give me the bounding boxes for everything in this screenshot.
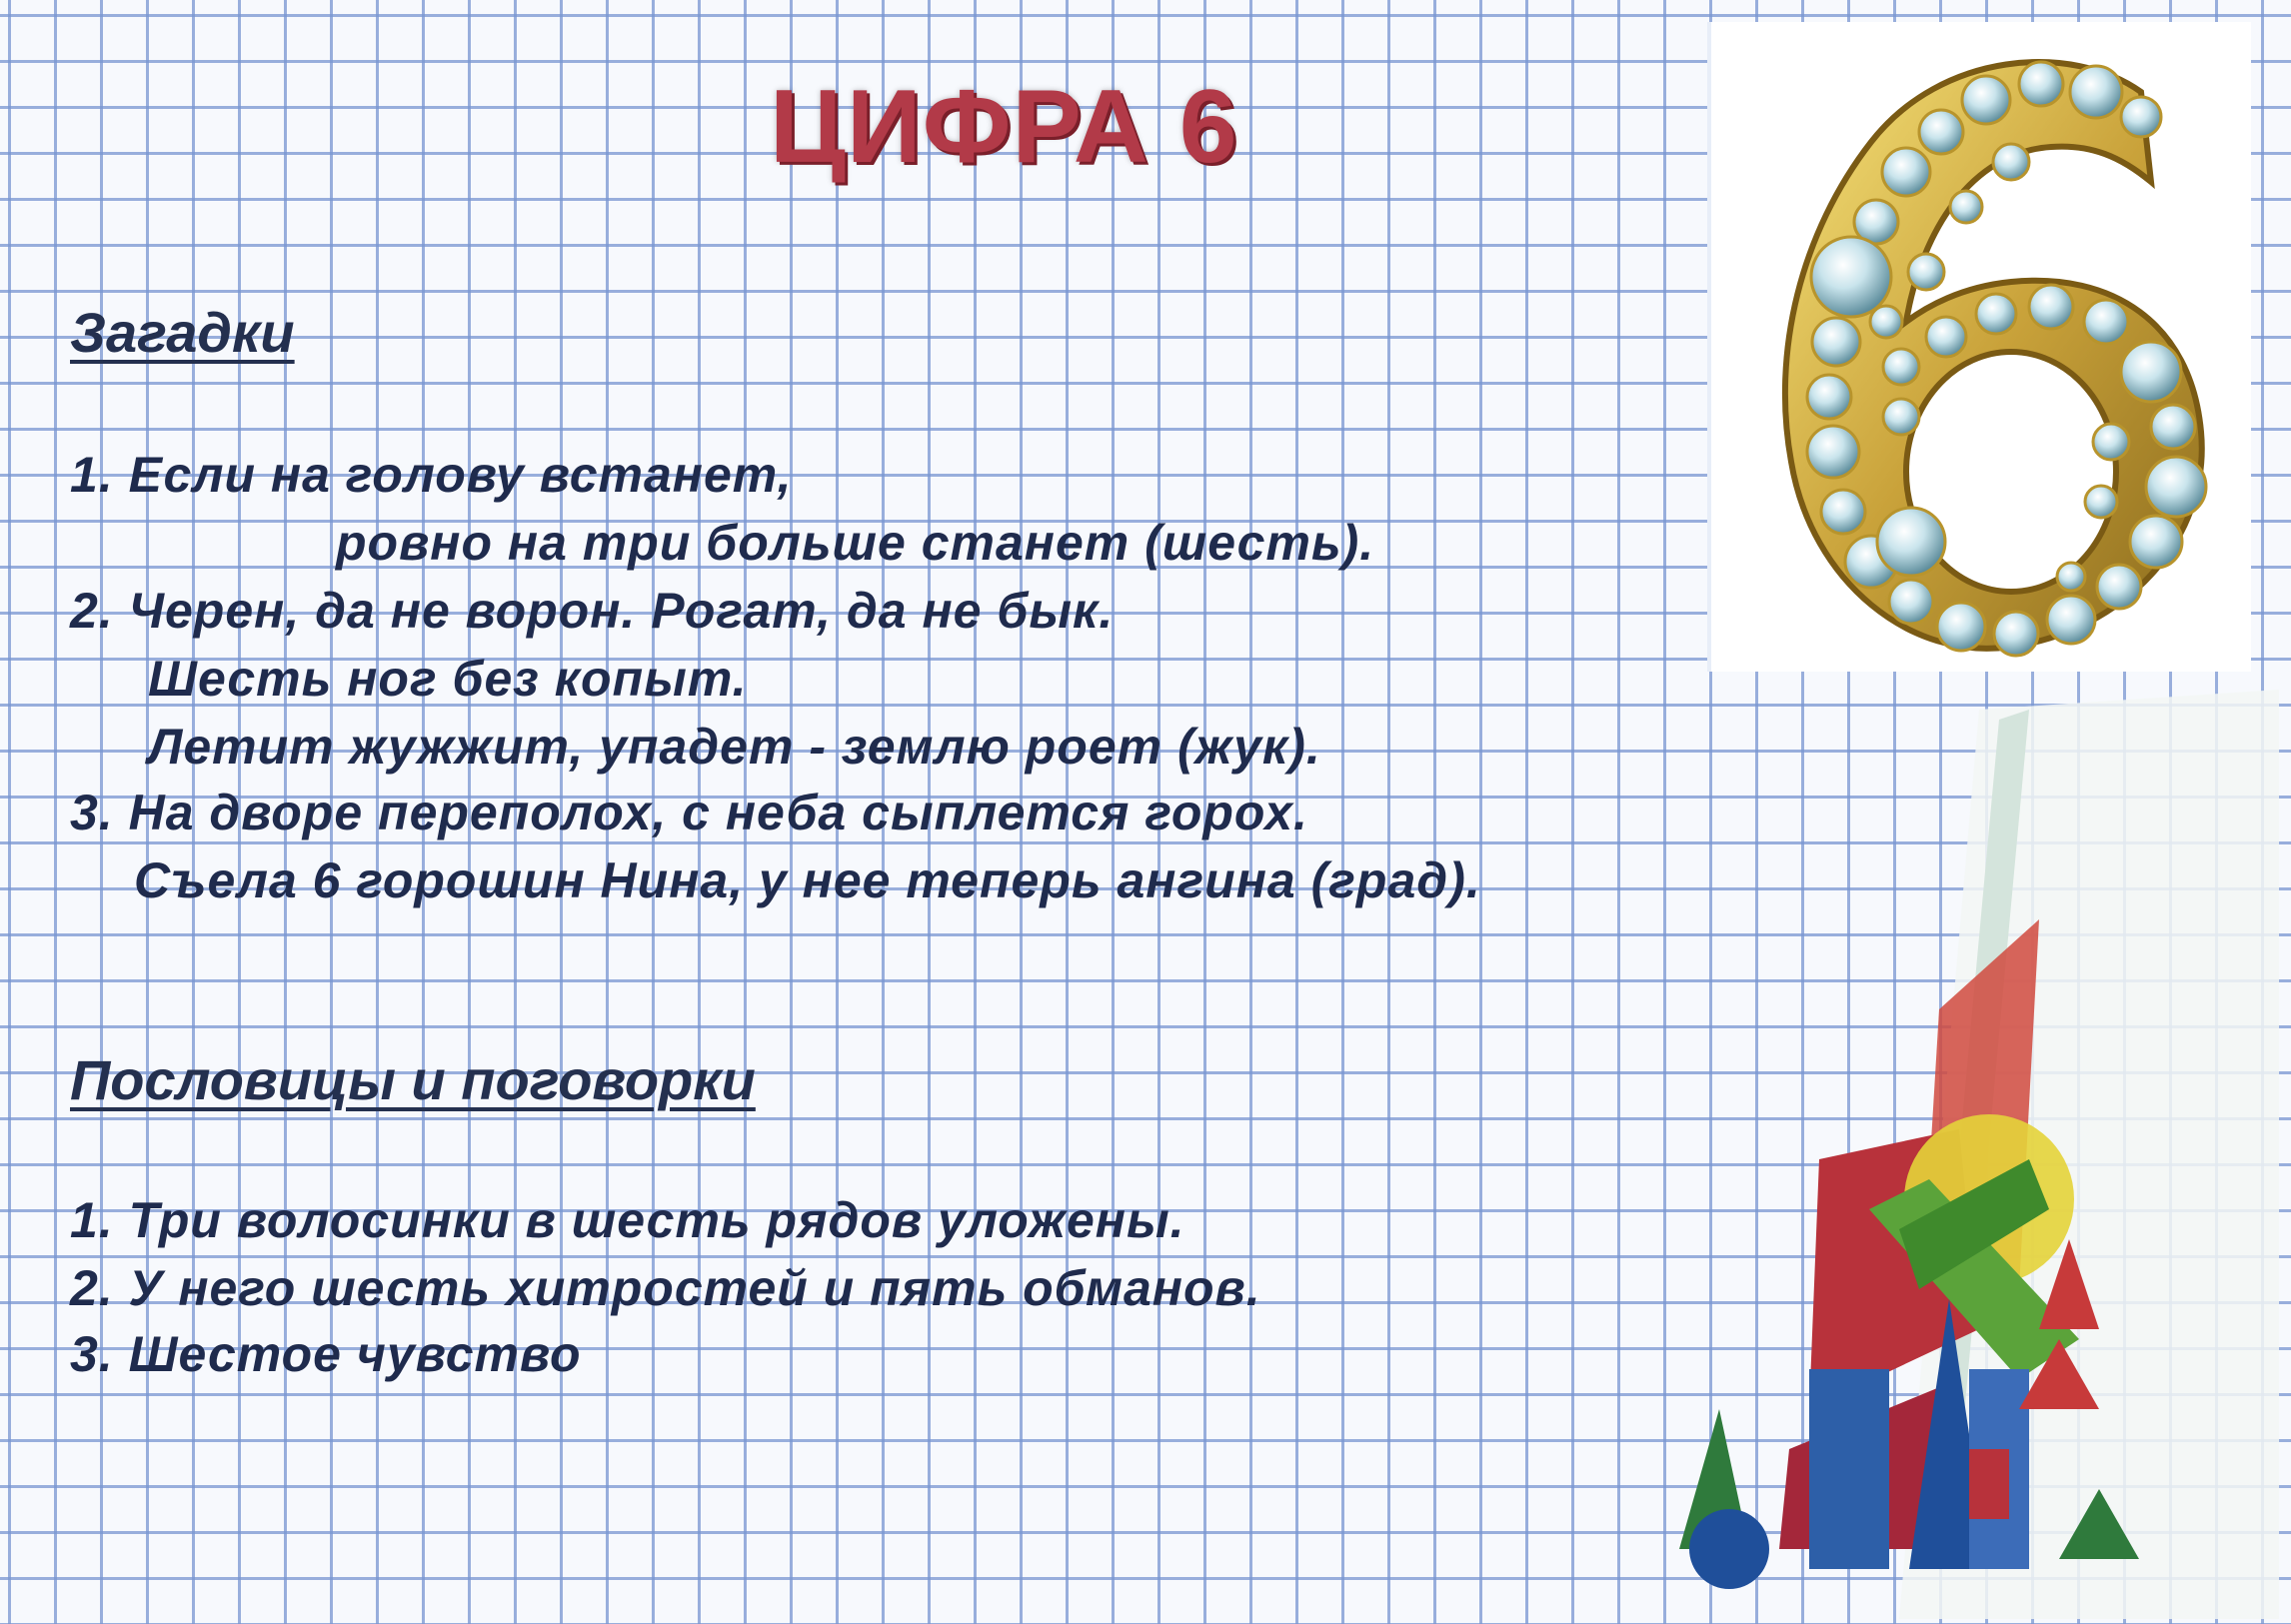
proverb-line: 1. Три волосинки в шесть рядов уложены. — [70, 1192, 1185, 1248]
geometry-shapes-icon — [1639, 690, 2279, 1619]
riddle-line: 3. На дворе переполох, с неба сыплется горох. — [70, 785, 1308, 840]
geometric-solids-illustration — [1639, 690, 2279, 1619]
riddle-line: Шесть ног без копыт. — [148, 651, 748, 707]
riddle-line: 2. Черен, да не ворон. Рогат, да не бык. — [70, 583, 1115, 639]
riddle-line: ровно на три больше станет (шесть). — [336, 515, 1375, 571]
proverb-line: 3. Шестое чувство — [70, 1326, 582, 1382]
riddle-line: 1. Если на голову встанет, — [70, 447, 793, 503]
riddle-line: Съела 6 горошин Нина, у нее теперь ангина (град). — [134, 852, 1481, 908]
riddle-line: Летит жужжит, упадет - землю роет (жук). — [148, 719, 1321, 775]
riddles-heading: Загадки — [70, 301, 295, 364]
proverb-line: 2. У него шесть хитростей и пять обманов. — [70, 1260, 1261, 1316]
page-title: ЦИФРА 6 — [770, 69, 1238, 185]
proverbs-heading: Пословицы и поговорки — [70, 1048, 756, 1111]
jeweled-six-icon — [1711, 22, 2251, 672]
digit-six-illustration — [1707, 22, 2251, 672]
